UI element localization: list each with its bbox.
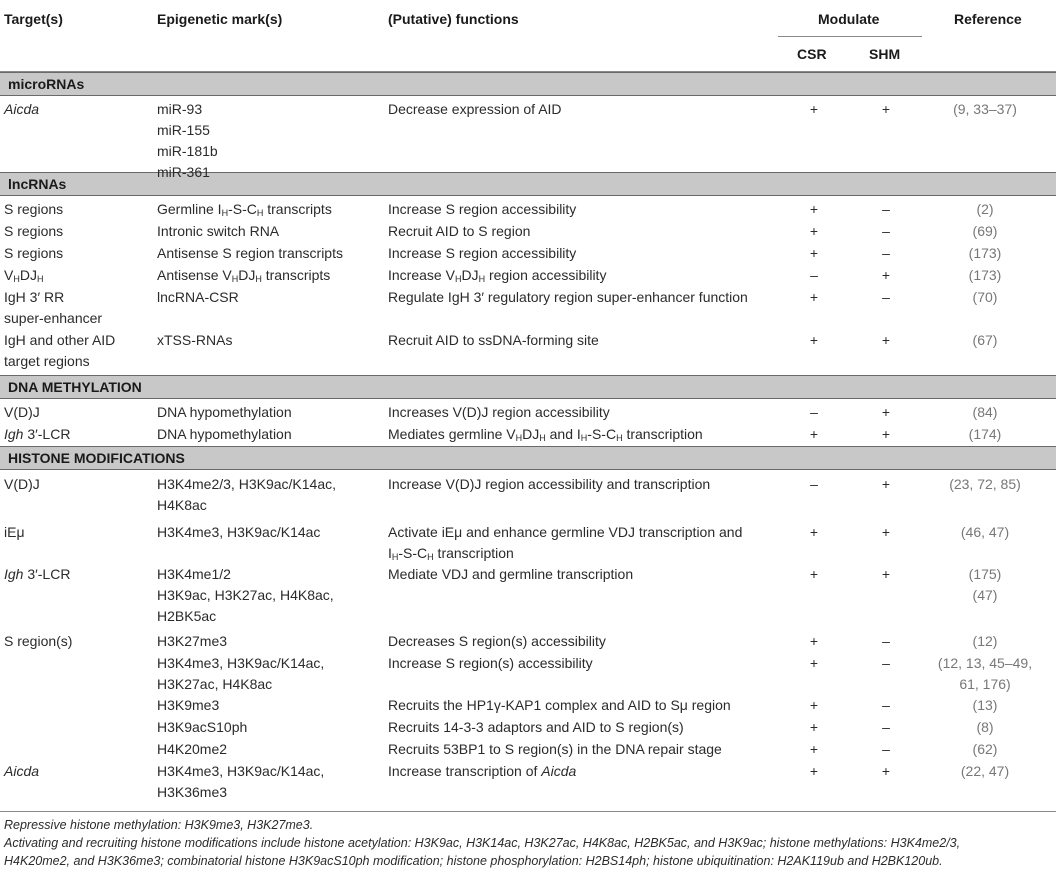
cell-reference: (23, 72, 85): [949, 476, 1021, 492]
cell-mark: Germline $I_H-S-C_H$ transcripts: [157, 201, 332, 218]
cell-reference: (22, 47): [960, 763, 1010, 779]
table-row: [0, 761, 1056, 811]
cell-csr: +: [809, 223, 819, 239]
cell-csr: –: [810, 267, 818, 283]
cell-shm: –: [882, 201, 890, 217]
header-mark: Epigenetic mark(s): [157, 11, 283, 27]
mark-line: H3K9ac, H3K27ac, H4K8ac,: [157, 587, 334, 603]
target-line: IgH 3′ RR: [4, 289, 65, 305]
cell-reference: (46, 47): [960, 524, 1010, 540]
cell-target: S regions: [4, 223, 64, 239]
cell-csr: +: [809, 655, 819, 671]
cell-mark: H3K9me3: [157, 697, 220, 713]
header-reference: Reference: [954, 11, 1022, 27]
cell-target: Igh 3′-LCR: [4, 426, 71, 442]
cell-target: S region(s): [4, 633, 73, 649]
cell-reference: (69): [972, 223, 998, 239]
cell-csr: +: [809, 289, 819, 305]
cell-mark: [157, 99, 382, 183]
header-modulate: Modulate: [818, 11, 880, 27]
table-row: [0, 402, 1056, 424]
mark-line: H4K8ac: [157, 497, 207, 513]
cell-mark: H3K9acS10ph: [157, 719, 248, 735]
cell-function: Mediates germline $V_HDJ_H$ and $I_H-S-C_H$ transcription: [388, 426, 703, 443]
cell-reference: (9, 33–37): [953, 101, 1017, 117]
cell-target: [4, 287, 144, 329]
table-row: [0, 221, 1056, 243]
table-row: [0, 695, 1056, 717]
cell-mark: Antisense S region transcripts: [157, 245, 343, 261]
cell-shm: –: [882, 289, 890, 305]
cell-shm: +: [881, 763, 891, 779]
cell-reference: (67): [972, 332, 998, 348]
cell-target: [4, 330, 144, 372]
reference-line: (47): [972, 587, 998, 603]
table-row: [0, 739, 1056, 761]
header-functions: (Putative) functions: [388, 11, 519, 27]
cell-reference: [916, 564, 1054, 606]
table-row: [0, 424, 1056, 446]
cell-function: Recruit AID to ssDNA-forming site: [388, 332, 599, 348]
mark-line: H3K4me2/3, H3K9ac/K14ac,: [157, 476, 336, 492]
cell-shm: –: [882, 223, 890, 239]
cell-target: Igh 3′-LCR: [4, 566, 71, 582]
cell-csr: +: [809, 763, 819, 779]
cell-shm: +: [881, 267, 891, 283]
section-lncrnas: lncRNAs: [0, 172, 1056, 196]
cell-target: V(D)J: [4, 476, 40, 492]
target-line: super-enhancer: [4, 310, 103, 326]
cell-function: Recruits 14-3-3 adaptors and AID to S region(s): [388, 719, 684, 735]
cell-function: Increases V(D)J region accessibility: [388, 404, 610, 420]
table-row: [0, 330, 1056, 375]
cell-csr: +: [809, 633, 819, 649]
cell-shm: –: [882, 655, 890, 671]
cell-shm: –: [882, 741, 890, 757]
cell-csr: –: [810, 404, 818, 420]
cell-reference: (12): [972, 633, 998, 649]
cell-csr: +: [809, 697, 819, 713]
table-row: [0, 96, 1056, 180]
table-row: [0, 199, 1056, 221]
table-row: [0, 717, 1056, 739]
cell-reference: (173): [968, 267, 1002, 283]
cell-csr: +: [809, 101, 819, 117]
cell-mark: Antisense $V_HDJ_H$ transcripts: [157, 267, 331, 284]
cell-shm: +: [881, 426, 891, 442]
mark-line: H3K4me3, H3K9ac/K14ac,: [157, 763, 325, 779]
mark-line: miR-155: [157, 122, 210, 138]
cell-reference: (70): [972, 289, 998, 305]
cell-csr: +: [809, 426, 819, 442]
cell-target: $V_HDJ_H$: [4, 267, 44, 284]
mark-line: H3K4me3, H3K9ac/K14ac,: [157, 655, 325, 671]
mark-line: miR-361: [157, 164, 210, 180]
cell-mark: lncRNA-CSR: [157, 289, 239, 305]
table-row: [0, 265, 1056, 287]
table-header: [0, 0, 1056, 72]
cell-function: Increase transcription of Aicda: [388, 763, 577, 779]
footnote: H4K20me2, and H3K36me3; combinatorial histone H3K9acS10ph modification; histone phosphorylation: H2BS14ph; histone ubiquitination: H2AK119ub and H2BK120ub.: [4, 854, 943, 868]
cell-target: iEμ: [4, 524, 25, 540]
cell-target: Aicda: [4, 763, 40, 779]
cell-function: Increase S region accessibility: [388, 245, 577, 261]
cell-function: Increase S region accessibility: [388, 201, 577, 217]
cell-shm: +: [881, 101, 891, 117]
cell-target: S regions: [4, 201, 64, 217]
modulate-divider: [778, 36, 922, 37]
header-csr: CSR: [797, 46, 827, 62]
cell-mark: [157, 653, 382, 695]
target-line: target regions: [4, 353, 90, 369]
cell-function: Mediate VDJ and germline transcription: [388, 566, 634, 582]
mark-line: H3K36me3: [157, 784, 228, 800]
cell-mark: H3K4me3, H3K9ac/K14ac: [157, 524, 321, 540]
function-line: $I_H-S-C_H$ transcription: [388, 545, 514, 562]
header-shm: SHM: [869, 46, 901, 62]
cell-shm: +: [881, 332, 891, 348]
cell-mark: [157, 564, 382, 627]
cell-function: Decrease expression of AID: [388, 101, 562, 117]
mark-line: miR-93: [157, 101, 203, 117]
cell-function: Recruit AID to S region: [388, 223, 531, 239]
cell-target: S regions: [4, 245, 64, 261]
cell-target: V(D)J: [4, 404, 40, 420]
table-row: [0, 564, 1056, 631]
cell-function: Decreases S region(s) accessibility: [388, 633, 606, 649]
cell-csr: +: [809, 566, 819, 582]
cell-function: Increase S region(s) accessibility: [388, 655, 593, 671]
header-target: Target(s): [4, 11, 63, 27]
cell-function: Recruits the HP1γ-KAP1 complex and AID to Sμ region: [388, 697, 731, 713]
cell-csr: +: [809, 524, 819, 540]
section-micrornas: microRNAs: [0, 72, 1056, 96]
cell-function: Recruits 53BP1 to S region(s) in the DNA repair stage: [388, 741, 722, 757]
cell-shm: –: [882, 633, 890, 649]
cell-shm: –: [882, 245, 890, 261]
cell-function: [388, 522, 773, 568]
cell-mark: Intronic switch RNA: [157, 223, 280, 239]
cell-csr: –: [810, 476, 818, 492]
cell-mark: DNA hypomethylation: [157, 404, 292, 420]
cell-csr: +: [809, 201, 819, 217]
table-row: [0, 522, 1056, 564]
cell-csr: +: [809, 741, 819, 757]
cell-reference: (84): [972, 404, 998, 420]
reference-line: (12, 13, 45–49,: [937, 655, 1033, 671]
cell-shm: +: [881, 524, 891, 540]
cell-reference: (13): [972, 697, 998, 713]
cell-function: Regulate IgH 3′ regulatory region super-enhancer function: [388, 289, 748, 305]
table-row: [0, 243, 1056, 265]
footnote: Activating and recruiting histone modifications include histone acetylation: H3K9ac, H3K14ac, H3K27ac, H4K8ac, H2BK5ac, and H3K9ac; histone methylations: H3K4me2/3,: [4, 836, 961, 850]
cell-shm: +: [881, 476, 891, 492]
mark-line: miR-181b: [157, 143, 218, 159]
cell-target: Aicda: [4, 101, 40, 117]
cell-reference: (8): [976, 719, 994, 735]
cell-mark: [157, 761, 382, 803]
table-row: [0, 287, 1056, 330]
section-histone-modifications: HISTONE MODIFICATIONS: [0, 446, 1056, 470]
footnote: Repressive histone methylation: H3K9me3, H3K27me3.: [4, 818, 314, 832]
cell-reference: (174): [968, 426, 1002, 442]
cell-mark: DNA hypomethylation: [157, 426, 292, 442]
mark-line: H2BK5ac: [157, 608, 217, 624]
mark-line: H3K27ac, H4K8ac: [157, 676, 273, 692]
cell-csr: +: [809, 332, 819, 348]
table-row: [0, 474, 1056, 522]
cell-reference: (173): [968, 245, 1002, 261]
cell-shm: +: [881, 404, 891, 420]
cell-reference: (62): [972, 741, 998, 757]
cell-function: Increase V(D)J region accessibility and transcription: [388, 476, 711, 492]
mark-line: H3K4me1/2: [157, 566, 231, 582]
cell-shm: –: [882, 719, 890, 735]
cell-reference: [916, 653, 1054, 695]
cell-mark: H4K20me2: [157, 741, 228, 757]
cell-shm: –: [882, 697, 890, 713]
section-dna-methylation: DNA METHYLATION: [0, 375, 1056, 399]
cell-function: Increase $V_HDJ_H$ region accessibility: [388, 267, 607, 284]
cell-shm: +: [881, 566, 891, 582]
target-line: IgH and other AID: [4, 332, 116, 348]
reference-line: (175): [968, 566, 1002, 582]
cell-csr: +: [809, 719, 819, 735]
cell-reference: (2): [976, 201, 994, 217]
cell-mark: xTSS-RNAs: [157, 332, 233, 348]
cell-mark: H3K27me3: [157, 633, 228, 649]
table-row: [0, 653, 1056, 695]
function-line: Activate iEμ and enhance germline VDJ transcription and: [388, 524, 743, 540]
cell-csr: +: [809, 245, 819, 261]
table-row: [0, 631, 1056, 653]
reference-line: 61, 176): [959, 676, 1011, 692]
cell-mark: [157, 474, 382, 516]
table-footnotes: [0, 811, 1056, 870]
